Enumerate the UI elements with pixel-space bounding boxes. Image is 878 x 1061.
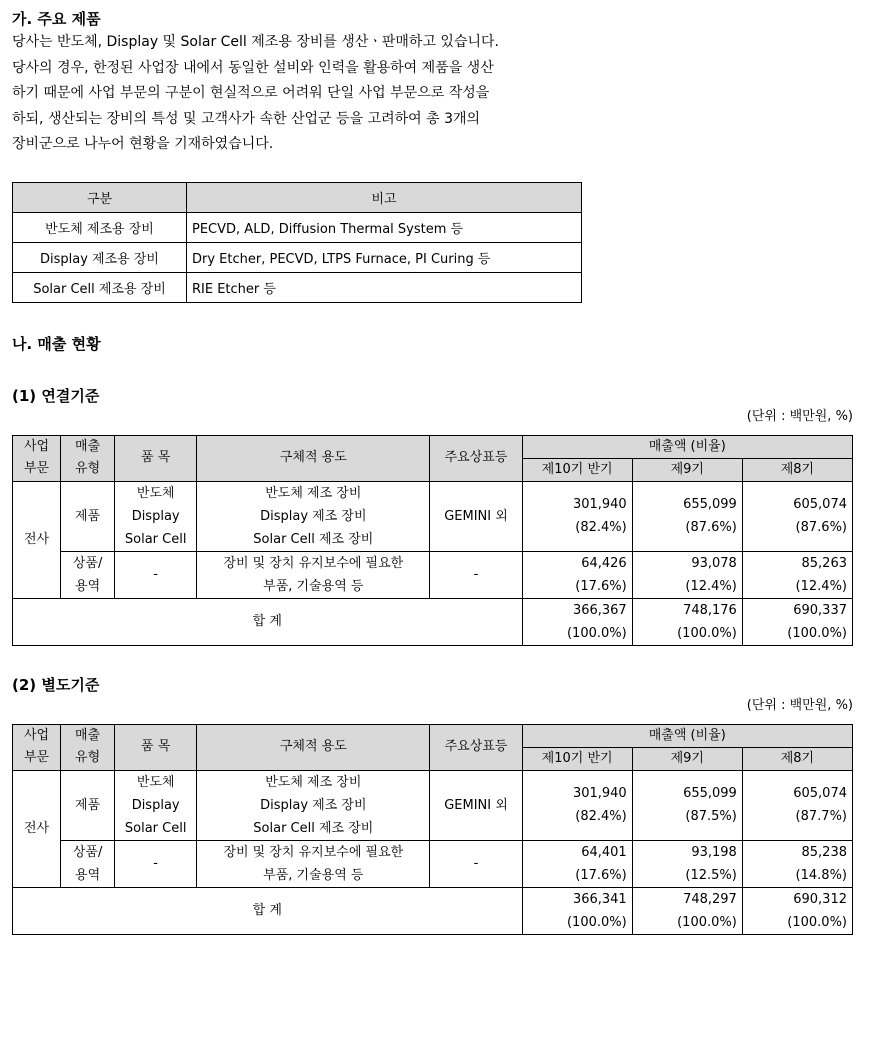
header-period: 제8기 [742,747,852,770]
total-amount: 748,176 [683,602,737,618]
sales-ratio: (14.8%) [795,867,847,883]
sales-type-cell [61,551,115,598]
sales-value-cell [522,840,632,887]
total-ratio: (100.0%) [566,625,627,641]
sales-value-cell [632,840,742,887]
description-line: 하되, 생산되는 장비의 특성 및 고객사가 속한 산업군 등을 고려하여 총 3개의 [12,110,481,127]
sales-ratio: (17.6%) [575,578,627,594]
sales-table [12,435,853,646]
sales-ratio: (12.5%) [685,867,737,883]
item-cell [115,551,197,598]
remarks-cell: RIE Etcher 등 [187,272,582,302]
sales-amount: 605,074 [793,497,847,512]
total-ratio: (100.0%) [677,914,737,930]
table-row [13,481,853,551]
cell-line: Display 제조 장비 [260,508,367,524]
header-text: 매출 [75,439,101,454]
cell-line: Display 제조 장비 [260,797,367,813]
table-row [13,212,582,242]
sales-amount: 64,401 [581,844,627,860]
cell-line: 반도체 [136,485,175,501]
consolidated-title: (1) 연결기준 [12,386,100,405]
description-line: 장비군으로 나누어 현황을 기재하였습니다. [12,136,274,152]
sales-ratio: (17.6%) [575,867,627,883]
cell-line: Display [131,797,180,813]
header-category: 구분 [13,182,187,212]
usage-cell [197,770,430,840]
cell-line: 용역 [75,867,101,883]
total-value-cell [632,598,742,645]
table-row [13,770,853,840]
sales-ratio: (82.4%) [575,809,627,824]
sales-ratio: (12.4%) [685,578,737,594]
sales-ratio: (12.4%) [795,578,847,594]
usage-cell [197,551,430,598]
total-amount: 690,337 [793,602,847,618]
sales-amount: 655,099 [683,497,737,512]
sales-amount: 301,940 [572,497,627,512]
cell-line: - [153,567,158,582]
sales-value-cell [522,481,632,551]
sales-ratio: (87.6%) [795,520,847,535]
cell-line: 제품 [75,508,101,524]
header-period: 제8기 [742,458,852,481]
cell-line: Display [131,508,180,524]
document-page [12,8,862,935]
header-text: 유형 [75,461,101,476]
cell-line: 제품 [75,797,101,813]
sales-amount: 85,238 [801,844,847,860]
usage-cell [197,840,430,887]
header-period: 제9기 [632,458,742,481]
sales-value-cell [742,840,852,887]
total-value-cell [742,887,852,934]
description-line: 당사의 경우, 한정된 사업장 내에서 동일한 설비와 인력을 활용하여 제품을 생산 [12,59,494,76]
header-usage: 구체적 용도 [197,724,430,770]
sales-value-cell [632,551,742,598]
header-brand: 주요상표등 [430,435,522,481]
header-brand: 주요상표등 [430,724,522,770]
sales-amount: 64,426 [581,555,627,571]
header-text: 유형 [75,750,101,765]
total-label: 합 계 [13,598,523,645]
cell-line: - [153,856,158,871]
header-text: 매출 [75,728,101,743]
cell-line: 장비 및 장치 유지보수에 필요한 [223,555,404,571]
cell-line: 반도체 제조 장비 [265,774,362,790]
sales-value-cell [632,770,742,840]
remarks-cell: PECVD, ALD, Diffusion Thermal System 등 [187,212,582,242]
product-category-table [12,182,582,303]
sales-value-cell [742,770,852,840]
total-value-cell [632,887,742,934]
sales-amount: 605,074 [793,786,847,801]
total-amount: 690,312 [793,891,847,907]
total-label: 합 계 [13,887,523,934]
total-row [13,887,853,934]
header-text: 사업 [23,439,50,454]
header-period: 제10기 반기 [522,747,632,770]
total-ratio: (100.0%) [566,914,627,930]
cell-line: 장비 및 장치 유지보수에 필요한 [223,844,404,860]
header-segment [13,435,61,481]
sales-amount: 93,198 [691,844,737,860]
header-text: 사업 [23,728,50,743]
sales-ratio: (87.6%) [685,520,737,535]
sales-value-cell [632,481,742,551]
section-title-products: 가. 주요 제품 [12,10,101,28]
cell-line: Solar Cell [124,531,187,547]
cell-line: 반도체 제조 장비 [265,485,362,501]
sales-value-cell [522,770,632,840]
sales-amount: 93,078 [691,555,737,571]
section-title-sales: 나. 매출 현황 [12,334,101,353]
products-description [12,30,862,158]
header-sales-amount: 매출액 (비율) [522,435,852,458]
cell-line: Solar Cell 제조 장비 [253,531,374,547]
total-value-cell [522,598,632,645]
sales-value-cell [742,551,852,598]
brand-cell: - [430,840,522,887]
header-period: 제10기 반기 [522,458,632,481]
table-row [13,551,853,598]
table-row [13,242,582,272]
item-cell [115,481,197,551]
header-remarks: 비고 [187,182,582,212]
sales-amount: 301,940 [572,786,627,801]
total-row [13,598,853,645]
header-text: 부문 [23,461,50,476]
total-ratio: (100.0%) [787,625,847,641]
total-value-cell [742,598,852,645]
header-usage: 구체적 용도 [197,435,430,481]
sales-amount: 85,263 [801,555,847,571]
brand-cell: - [430,551,522,598]
usage-cell [197,481,430,551]
total-amount: 366,367 [572,602,627,618]
sales-ratio: (87.5%) [685,809,737,824]
header-item: 품 목 [115,724,197,770]
total-ratio: (100.0%) [677,625,737,641]
cell-line: 부품, 기술용역 등 [263,867,364,883]
sales-ratio: (82.4%) [575,520,627,535]
total-amount: 748,297 [683,891,737,907]
item-cell [115,840,197,887]
sales-type-cell [61,770,115,840]
sales-amount: 655,099 [683,786,737,801]
table-row [13,272,582,302]
header-period: 제9기 [632,747,742,770]
segment-cell: 전사 [13,481,61,598]
sales-table [12,724,853,935]
table-row [13,840,853,887]
header-row [13,435,853,458]
cell-line: Solar Cell [124,820,187,836]
cell-line: 상품/ [72,844,103,860]
consolidated-sales-table-container [12,435,862,646]
total-ratio: (100.0%) [787,914,847,930]
separate-title: (2) 별도기준 [12,675,100,694]
category-cell: 반도체 제조용 장비 [13,212,187,242]
separate-sales-table-container [12,724,862,935]
cell-line: Solar Cell 제조 장비 [253,820,374,836]
sales-ratio: (87.7%) [795,809,847,824]
cell-line: 용역 [75,578,101,594]
header-sales-type [61,724,115,770]
header-item: 품 목 [115,435,197,481]
sales-value-cell [522,551,632,598]
cell-line: 상품/ [72,555,103,571]
remarks-cell: Dry Etcher, PECVD, LTPS Furnace, PI Curing 등 [187,242,582,272]
description-line: 하기 때문에 사업 부문의 구분이 현실적으로 어려워 단일 사업 부문으로 작성을 [12,85,490,101]
header-text: 부문 [23,750,50,765]
cell-line: 반도체 [136,774,175,790]
total-amount: 366,341 [572,891,627,907]
category-cell: Solar Cell 제조용 장비 [13,272,187,302]
header-segment [13,724,61,770]
item-cell [115,770,197,840]
brand-cell: GEMINI 외 [430,770,522,840]
segment-cell: 전사 [13,770,61,887]
sales-type-cell [61,481,115,551]
category-cell: Display 제조용 장비 [13,242,187,272]
header-row [13,724,853,747]
separate-unit-note: (단위 : 백만원, %) [746,697,853,713]
consolidated-unit-note: (단위 : 백만원, %) [746,408,853,424]
sales-type-cell [61,840,115,887]
header-sales-amount: 매출액 (비율) [522,724,852,747]
header-sales-type [61,435,115,481]
cell-line: 부품, 기술용역 등 [263,578,364,594]
sales-value-cell [742,481,852,551]
total-value-cell [522,887,632,934]
brand-cell: GEMINI 외 [430,481,522,551]
description-line: 당사는 반도체, Display 및 Solar Cell 제조용 장비를 생산ㆍ판매하고 있습니다. [12,34,499,50]
